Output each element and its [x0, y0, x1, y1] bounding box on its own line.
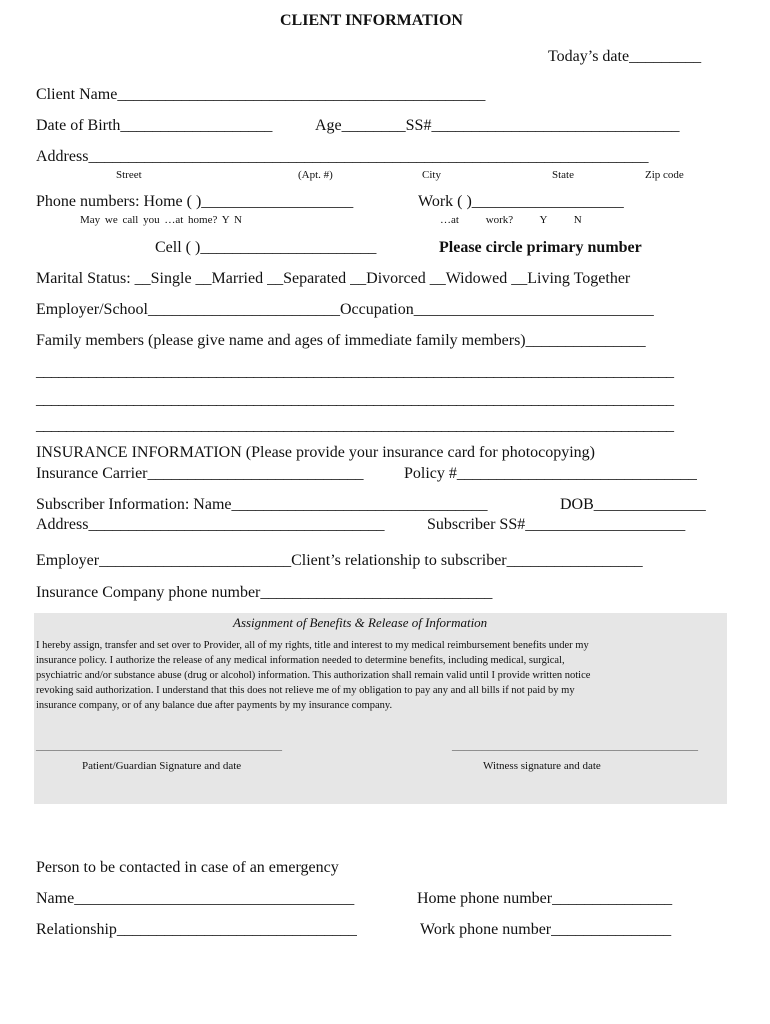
emergency-heading: Person to be contacted in case of an emergency: [36, 859, 339, 876]
insurance-carrier-field[interactable]: Insurance Carrier___________________________: [36, 465, 364, 482]
phone-home-field[interactable]: Phone numbers: Home ( )___________________: [36, 193, 354, 210]
address-field[interactable]: Address______________________________________________________________________: [36, 148, 649, 165]
assignment-text-line: psychiatric and/or substance abuse (drug or alcohol) information. This authorization shall remain valid until I provide written notice: [36, 670, 591, 681]
policy-number-field[interactable]: Policy #______________________________: [404, 465, 697, 482]
phone-work-field[interactable]: Work ( )___________________: [418, 193, 624, 210]
patient-signature-label: Patient/Guardian Signature and date: [82, 760, 242, 772]
emergency-work-phone-field[interactable]: Work phone number_______________: [420, 921, 672, 938]
subscriber-name-field[interactable]: Subscriber Information: Name________________________________: [36, 496, 488, 513]
witness-signature-line[interactable]: _________________________________________: [452, 738, 698, 752]
page-title: CLIENT INFORMATION: [280, 12, 463, 29]
address-zip-label: Zip code: [645, 169, 684, 181]
emergency-home-phone-field[interactable]: Home phone number_______________: [417, 890, 673, 907]
call-at-home-question: May we call you …at home? Y N: [80, 214, 242, 226]
family-members-line[interactable]: _____________________________________________________________________________________: [36, 417, 674, 434]
date-of-birth-field[interactable]: Date of Birth___________________: [36, 117, 273, 134]
family-members-line[interactable]: _____________________________________________________________________________________: [36, 363, 674, 380]
insurance-heading: INSURANCE INFORMATION (Please provide your insurance card for photocopying): [36, 444, 596, 461]
circle-primary-note: Please circle primary number: [439, 239, 642, 256]
family-members-line[interactable]: _____________________________________________________________________________________: [36, 391, 674, 408]
emergency-name-field[interactable]: Name___________________________________: [36, 890, 355, 907]
assignment-title: Assignment of Benefits & Release of Information: [233, 615, 488, 630]
emergency-relationship-field[interactable]: Relationship______________________________: [36, 921, 357, 938]
age-ss-field[interactable]: Age________SS#_______________________________: [315, 117, 680, 134]
marital-status-field[interactable]: Marital Status: __Single __Married __Separated __Divorced __Widowed __Living Together: [36, 270, 631, 287]
address-state-label: State: [552, 169, 574, 181]
subscriber-ss-field[interactable]: Subscriber SS#____________________: [427, 516, 686, 533]
family-members-field[interactable]: Family members (please give name and ages of immediate family members)_______________: [36, 332, 646, 349]
assignment-text-line: insurance policy. I authorize the release of any medical information needed to determine benefits, including medical, surgical,: [36, 655, 565, 666]
assignment-text-line: I hereby assign, transfer and set over to Provider, all of my rights, title and interest to my medical reimbursement benefits under my: [36, 640, 589, 651]
patient-signature-line[interactable]: _________________________________________: [36, 738, 282, 752]
witness-signature-label: Witness signature and date: [483, 760, 601, 772]
insurance-phone-field[interactable]: Insurance Company phone number_____________________________: [36, 584, 493, 601]
employer-school-field[interactable]: Employer/School________________________Occupation______________________________: [36, 301, 654, 318]
call-at-work-question: …at work? Y N: [440, 214, 582, 226]
assignment-text-line: revoking said authorization. I understand that this does not relieve me of my obligation to pay any and all bills if not paid by my: [36, 685, 575, 696]
address-apt-label: (Apt. #): [298, 169, 333, 181]
assignment-text-line: insurance company, or of any balance due after payments by my insurance company.: [36, 700, 393, 711]
cell-phone-field[interactable]: Cell ( )______________________: [155, 239, 377, 256]
subscriber-dob-field[interactable]: DOB______________: [560, 496, 706, 513]
client-name-field[interactable]: Client Name______________________________________________: [36, 86, 486, 103]
todays-date-field[interactable]: Today’s date_________: [548, 48, 702, 65]
subscriber-address-field[interactable]: Address_____________________________________: [36, 516, 385, 533]
address-city-label: City: [422, 169, 441, 181]
employer-relationship-field[interactable]: Employer________________________Client’s relationship to subscriber_________________: [36, 552, 643, 569]
address-street-label: Street: [116, 169, 142, 181]
